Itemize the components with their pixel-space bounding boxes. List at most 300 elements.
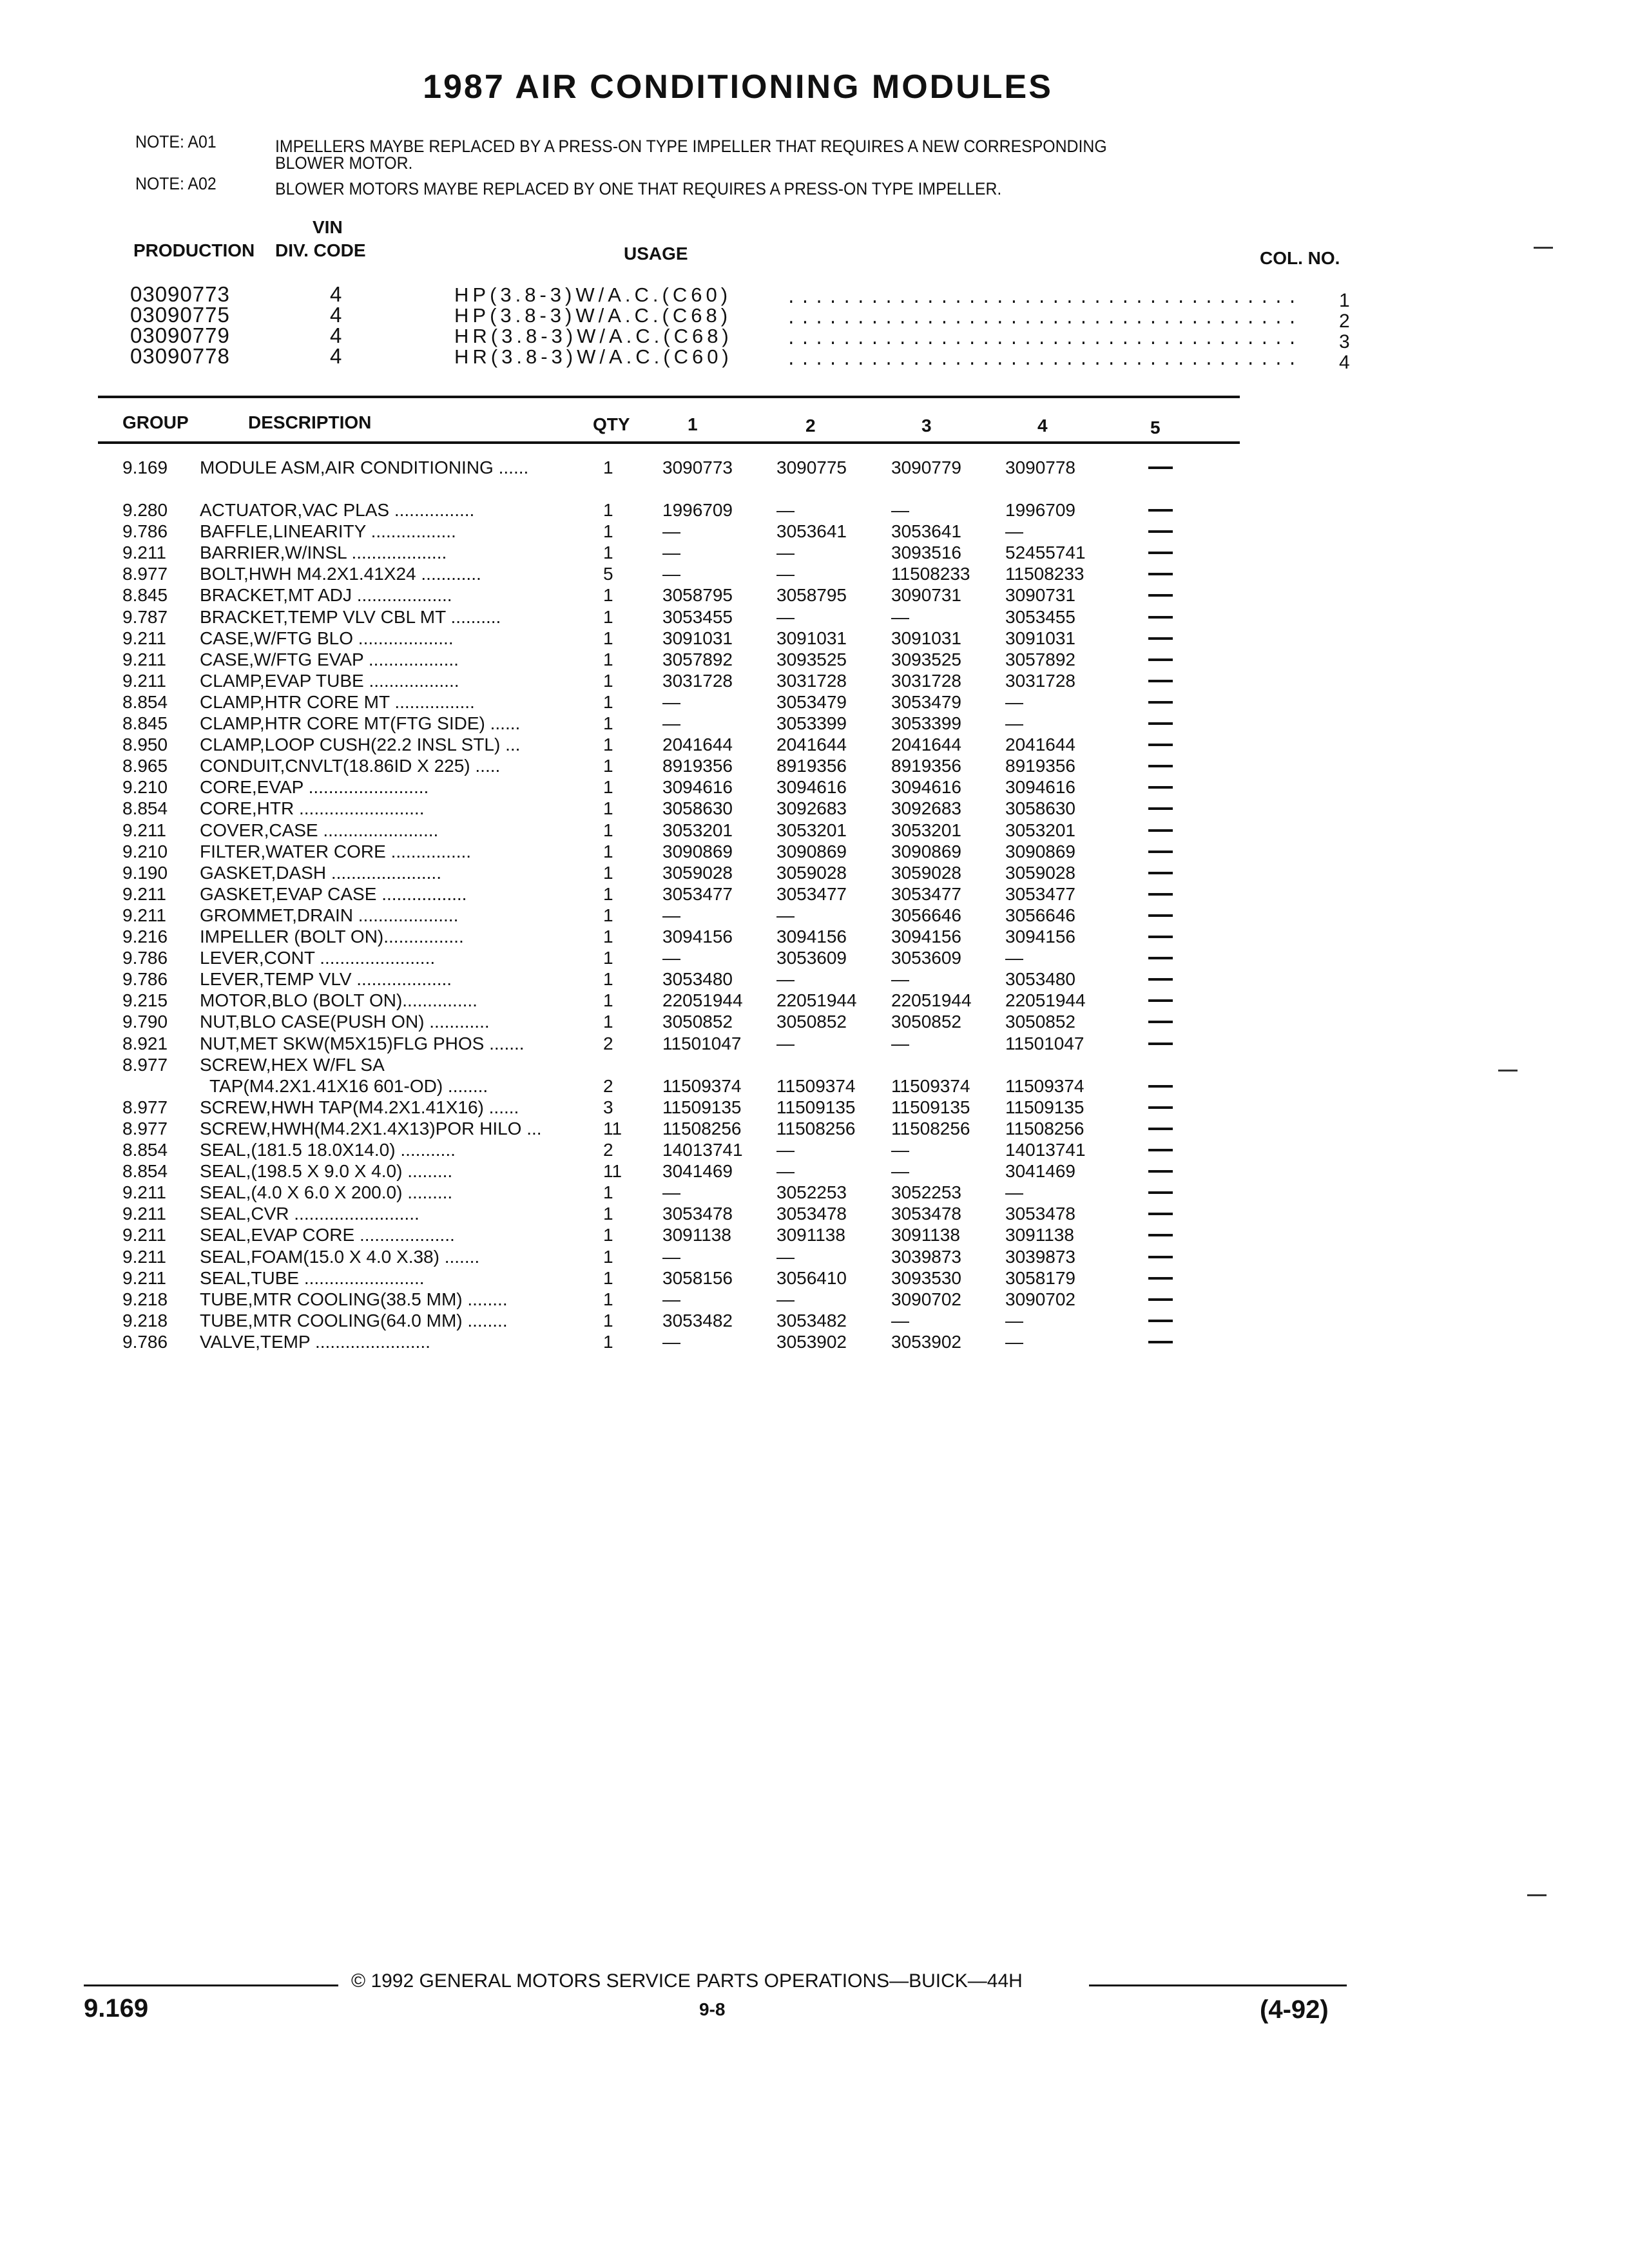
- description-cell: TUBE,MTR COOLING(38.5 MM) ........: [200, 1289, 508, 1309]
- group-cell: 9.210: [122, 777, 168, 798]
- col-3-cell: —: [891, 606, 909, 627]
- col-2-cell: 3052253: [776, 1182, 847, 1203]
- col-3-cell: 3053609: [891, 948, 962, 968]
- qty-header: QTY: [593, 414, 630, 434]
- group-cell: 8.845: [122, 585, 168, 606]
- qty-cell: 1: [603, 585, 613, 606]
- leader-dots: .....................................: [786, 309, 1302, 329]
- col-1-header: 1: [688, 414, 698, 434]
- col-4-cell: 3090778: [1005, 457, 1076, 477]
- group-cell: 9.218: [122, 1310, 168, 1331]
- group-cell: 8.854: [122, 691, 168, 712]
- description-cell: SEAL,(4.0 X 6.0 X 200.0) .........: [200, 1182, 453, 1203]
- col-3-cell: 3031728: [891, 670, 962, 691]
- footer-rule-left: [84, 1984, 338, 1986]
- group-cell: 9.211: [122, 670, 166, 691]
- table-row: [0, 1332, 1629, 1353]
- col-1-cell: —: [662, 521, 680, 542]
- description-cell: SEAL,CVR .........................: [200, 1204, 419, 1224]
- col-3-cell: 22051944: [891, 990, 972, 1011]
- group-cell: 9.211: [122, 1267, 166, 1288]
- col-3-cell: 3052253: [891, 1182, 962, 1203]
- footer-page-number: 9-8: [699, 1999, 726, 2019]
- col-2-cell: 3053399: [776, 713, 847, 733]
- qty-cell: 1: [603, 713, 613, 733]
- col-3-cell: 3053201: [891, 820, 962, 840]
- qty-cell: 1: [603, 521, 613, 542]
- col-1-cell: 3031728: [662, 670, 733, 691]
- description-cell: BARRIER,W/INSL ...................: [200, 543, 447, 563]
- col-2-cell: —: [776, 1246, 795, 1267]
- col-2-cell: —: [776, 1140, 795, 1160]
- description-cell: CLAMP,HTR CORE MT ................: [200, 691, 475, 712]
- col-2-cell: 3053641: [776, 521, 847, 542]
- col-4-cell: 11509135: [1005, 1097, 1084, 1117]
- qty-cell: 1: [603, 756, 613, 776]
- col-4-cell: —: [1005, 713, 1023, 733]
- col-2-cell: —: [776, 1161, 795, 1182]
- group-cell: 9.211: [122, 649, 166, 669]
- group-cell: 9.280: [122, 500, 168, 520]
- note-a01-text: IMPELLERS MAYBE REPLACED BY A PRESS-ON TYPE IMPELLER THAT REQUIRES A NEW CORRESPONDING: [275, 137, 1107, 156]
- table-row: [0, 521, 1629, 543]
- description-cell: CLAMP,HTR CORE MT(FTG SIDE) ......: [200, 713, 521, 733]
- production-usage: HR(3.8-3)W/A.C.(C60): [454, 345, 733, 368]
- description-cell: BRACKET,MT ADJ ...................: [200, 585, 452, 606]
- group-cell: 8.950: [122, 735, 168, 755]
- col-4-cell: 3039873: [1005, 1246, 1076, 1267]
- col-3-cell: 3093530: [891, 1267, 962, 1288]
- production-div: 4: [330, 323, 343, 347]
- group-cell: 9.210: [122, 841, 168, 861]
- table-row: [0, 1033, 1629, 1055]
- col-2-cell: 8919356: [776, 756, 847, 776]
- col-3-cell: 3039873: [891, 1246, 962, 1267]
- qty-cell: 1: [603, 883, 613, 904]
- col-4-cell: 14013741: [1005, 1140, 1086, 1160]
- col-2-cell: —: [776, 500, 795, 520]
- col-2-cell: 3053609: [776, 948, 847, 968]
- qty-cell: 3: [603, 1097, 613, 1117]
- col-1-cell: —: [662, 691, 680, 712]
- description-cell: LEVER,TEMP VLV ...................: [200, 969, 452, 990]
- col-3-cell: —: [891, 1310, 909, 1331]
- group-cell: 9.215: [122, 990, 168, 1011]
- description-cell: NUT,MET SKW(M5X15)FLG PHOS .......: [200, 1033, 525, 1053]
- group-cell: 9.211: [122, 820, 166, 840]
- description-cell: SEAL,(181.5 18.0X14.0) ...........: [200, 1140, 456, 1160]
- col-2-cell: 3091138: [776, 1225, 845, 1245]
- production-usage: HP(3.8-3)W/A.C.(C60): [454, 284, 732, 306]
- description-cell: SEAL,EVAP CORE ...................: [200, 1225, 455, 1245]
- col-3-cell: 3090779: [891, 457, 962, 477]
- col-1-cell: —: [662, 948, 680, 968]
- table-row: [0, 841, 1629, 863]
- description-cell: CORE,EVAP ........................: [200, 777, 429, 798]
- group-cell: 9.786: [122, 1331, 168, 1352]
- production-usage: HP(3.8-3)W/A.C.(C68): [454, 304, 732, 327]
- description-cell: MOTOR,BLO (BOLT ON)...............: [200, 990, 477, 1011]
- table-row: [0, 628, 1629, 649]
- col-3-cell: 3056646: [891, 905, 962, 925]
- col-2-cell: —: [776, 1289, 795, 1309]
- production-col: 4: [1339, 352, 1350, 373]
- col-3-cell: 2041644: [891, 735, 962, 755]
- description-cell: TAP(M4.2X1.41X16 601-OD) ........: [200, 1075, 488, 1096]
- qty-cell: 1: [603, 1310, 613, 1331]
- qty-cell: 2: [603, 1033, 613, 1053]
- col-3-cell: 11509135: [891, 1097, 970, 1117]
- col-1-cell: 3094156: [662, 927, 733, 947]
- col-4-cell: 3057892: [1005, 649, 1076, 669]
- group-cell: 9.190: [122, 862, 168, 883]
- table-row: [0, 1225, 1629, 1246]
- col-4-cell: 3094156: [1005, 927, 1076, 947]
- group-cell: 8.977: [122, 564, 168, 584]
- production-col: 1: [1339, 290, 1350, 311]
- qty-cell: 1: [603, 670, 613, 691]
- col-2-cell: 3053902: [776, 1331, 847, 1352]
- group-cell: 8.977: [122, 1097, 168, 1117]
- qty-cell: 1: [603, 691, 613, 712]
- col-4-cell: —: [1005, 1331, 1023, 1352]
- description-cell: COVER,CASE .......................: [200, 820, 439, 840]
- description-header: DESCRIPTION: [248, 412, 372, 432]
- col-3-cell: 11508233: [891, 564, 970, 584]
- qty-cell: 1: [603, 990, 613, 1011]
- qty-cell: 2: [603, 1075, 613, 1096]
- col-3-cell: 3050852: [891, 1012, 962, 1032]
- usage-header: USAGE: [624, 244, 688, 264]
- div-code-header: DIV. CODE: [275, 240, 366, 260]
- description-cell: SCREW,HWH TAP(M4.2X1.41X16) ......: [200, 1097, 519, 1117]
- col-4-cell: 3053455: [1005, 606, 1076, 627]
- col-3-cell: —: [891, 500, 909, 520]
- table-row: [0, 990, 1629, 1012]
- col-4-cell: 2041644: [1005, 735, 1076, 755]
- production-number: 03090779: [130, 323, 230, 347]
- col-3-cell: —: [891, 1033, 909, 1053]
- col-4-cell: —: [1005, 521, 1023, 542]
- table-row: [0, 756, 1629, 777]
- col-4-cell: 11501047: [1005, 1033, 1084, 1053]
- col-1-cell: 3053477: [662, 883, 733, 904]
- description-cell: SEAL,(198.5 X 9.0 X 4.0) .........: [200, 1161, 453, 1182]
- table-row: [0, 671, 1629, 692]
- group-cell: 8.921: [122, 1033, 168, 1053]
- col-3-cell: 3091031: [891, 628, 962, 648]
- qty-cell: 1: [603, 1331, 613, 1352]
- col-1-cell: 3053478: [662, 1204, 733, 1224]
- qty-cell: 1: [603, 1182, 613, 1203]
- description-cell: BRACKET,TEMP VLV CBL MT ..........: [200, 606, 501, 627]
- description-cell: CORE,HTR .........................: [200, 798, 425, 819]
- col-4-cell: 3053480: [1005, 969, 1076, 990]
- col-3-cell: 3053902: [891, 1331, 962, 1352]
- qty-cell: 1: [603, 543, 613, 563]
- table-row: [0, 1311, 1629, 1332]
- table-row: [0, 948, 1629, 969]
- table-row: [0, 1204, 1629, 1225]
- col-4-cell: 1996709: [1005, 500, 1076, 520]
- col-4-cell: 3053477: [1005, 883, 1076, 904]
- group-header: GROUP: [122, 412, 189, 432]
- col-1-cell: —: [662, 1182, 680, 1203]
- qty-cell: 1: [603, 1246, 613, 1267]
- col-3-cell: 11508256: [891, 1118, 970, 1139]
- qty-cell: 5: [603, 564, 613, 584]
- col-4-cell: 3094616: [1005, 777, 1076, 798]
- qty-cell: 1: [603, 628, 613, 648]
- group-cell: 9.211: [122, 1204, 166, 1224]
- qty-cell: 1: [603, 905, 613, 925]
- col-3-cell: 3092683: [891, 798, 962, 819]
- table-row: [0, 969, 1629, 990]
- col-1-cell: 3091138: [662, 1225, 731, 1245]
- description-cell: BAFFLE,LINEARITY .................: [200, 521, 456, 542]
- col-1-cell: —: [662, 905, 680, 925]
- col-2-cell: 3090775: [776, 457, 847, 477]
- col-1-cell: 3058156: [662, 1267, 733, 1288]
- table-row: [0, 1140, 1629, 1161]
- description-cell: CASE,W/FTG BLO ...................: [200, 628, 454, 648]
- col-3-cell: 3053479: [891, 691, 962, 712]
- production-col: 2: [1339, 311, 1350, 332]
- group-cell: 9.218: [122, 1289, 168, 1309]
- col-2-cell: 11509135: [776, 1097, 856, 1117]
- table-row: [0, 863, 1629, 884]
- table-row: [0, 798, 1629, 820]
- group-cell: 9.211: [122, 883, 166, 904]
- col-4-cell: 22051944: [1005, 990, 1086, 1011]
- col-1-cell: 3059028: [662, 862, 733, 883]
- col-1-cell: 3053482: [662, 1310, 733, 1331]
- col-2-cell: 3031728: [776, 670, 847, 691]
- description-cell: CLAMP,EVAP TUBE ..................: [200, 670, 459, 691]
- col-1-cell: 3094616: [662, 777, 733, 798]
- production-number: 03090775: [130, 303, 230, 327]
- footer-rule-right: [1089, 1984, 1347, 1986]
- col-4-cell: —: [1005, 1182, 1023, 1203]
- table-row: [0, 543, 1629, 564]
- col-2-cell: 11508256: [776, 1118, 856, 1139]
- col-1-cell: 3041469: [662, 1161, 733, 1182]
- col-2-cell: 22051944: [776, 990, 857, 1011]
- description-cell: SEAL,TUBE ........................: [200, 1267, 425, 1288]
- table-row: [0, 1268, 1629, 1289]
- col-1-cell: 11509135: [662, 1097, 742, 1117]
- col-4-cell: 3031728: [1005, 670, 1076, 691]
- table-row: [0, 1247, 1629, 1268]
- col-3-cell: 3093516: [891, 543, 962, 563]
- col-1-cell: 3057892: [662, 649, 733, 669]
- table-row: [0, 735, 1629, 756]
- col-3-cell: 3091138: [891, 1225, 960, 1245]
- table-row: [0, 905, 1629, 927]
- description-cell: NUT,BLO CASE(PUSH ON) ............: [200, 1012, 490, 1032]
- col-1-cell: 3053201: [662, 820, 733, 840]
- table-row: [0, 713, 1629, 735]
- col-1-cell: 8919356: [662, 756, 733, 776]
- col-1-cell: 2041644: [662, 735, 733, 755]
- table-row: [0, 1055, 1629, 1076]
- col-4-cell: 11508233: [1005, 564, 1084, 584]
- col-4-header: 4: [1037, 416, 1048, 436]
- col-1-cell: 11508256: [662, 1118, 742, 1139]
- qty-cell: 1: [603, 1267, 613, 1288]
- group-cell: 9.786: [122, 948, 168, 968]
- qty-cell: 1: [603, 969, 613, 990]
- col-1-cell: 1996709: [662, 500, 733, 520]
- col-2-cell: —: [776, 543, 795, 563]
- production-div: 4: [330, 344, 343, 368]
- group-cell: 9.787: [122, 606, 168, 627]
- qty-cell: 1: [603, 948, 613, 968]
- col-2-header: 2: [805, 416, 816, 436]
- production-header-label: PRODUCTION: [133, 240, 255, 260]
- qty-cell: 11: [603, 1161, 622, 1182]
- qty-cell: 1: [603, 927, 613, 947]
- col-4-cell: 3053201: [1005, 820, 1076, 840]
- col-2-cell: 3053479: [776, 691, 847, 712]
- description-cell: SEAL,FOAM(15.0 X 4.0 X.38) .......: [200, 1246, 480, 1267]
- group-cell: 8.845: [122, 713, 168, 733]
- qty-cell: 1: [603, 735, 613, 755]
- col-1-cell: —: [662, 1246, 680, 1267]
- leader-dots: .....................................: [786, 289, 1302, 308]
- col-1-cell: 3050852: [662, 1012, 733, 1032]
- col-4-cell: 3056646: [1005, 905, 1076, 925]
- col-3-cell: 3094616: [891, 777, 962, 798]
- description-cell: LEVER,CONT .......................: [200, 948, 436, 968]
- col-1-cell: —: [662, 1289, 680, 1309]
- group-cell: 8.977: [122, 1118, 168, 1139]
- col-2-cell: —: [776, 1033, 795, 1053]
- col-4-cell: 3050852: [1005, 1012, 1076, 1032]
- note-a01-label: NOTE: A01: [135, 132, 217, 151]
- col-4-cell: 3058630: [1005, 798, 1076, 819]
- table-row: [0, 564, 1629, 585]
- note-a01-text-cont: BLOWER MOTOR.: [275, 153, 413, 173]
- col-4-cell: 3090731: [1005, 585, 1076, 606]
- col-2-cell: —: [776, 564, 795, 584]
- col-4-cell: 3091138: [1005, 1225, 1074, 1245]
- col-4-cell: 8919356: [1005, 756, 1076, 776]
- col-1-cell: 11509374: [662, 1075, 742, 1096]
- qty-cell: 1: [603, 606, 613, 627]
- col-3-cell: 3090869: [891, 841, 962, 861]
- production-number: 03090778: [130, 344, 230, 368]
- col-2-cell: 3053201: [776, 820, 847, 840]
- margin-mark: [1534, 247, 1553, 249]
- description-cell: ACTUATOR,VAC PLAS ................: [200, 500, 475, 520]
- table-row: [0, 777, 1629, 798]
- description-cell: IMPELLER (BOLT ON)................: [200, 927, 464, 947]
- note-a02-text: BLOWER MOTORS MAYBE REPLACED BY ONE THAT REQUIRES A PRESS-ON TYPE IMPELLER.: [275, 179, 1002, 198]
- qty-cell: 1: [603, 1225, 613, 1245]
- table-row: [0, 1289, 1629, 1311]
- col-1-cell: —: [662, 1331, 680, 1352]
- group-cell: 9.216: [122, 927, 168, 947]
- col-4-cell: 3058179: [1005, 1267, 1076, 1288]
- col-3-cell: 3053641: [891, 521, 962, 542]
- margin-mark: [1527, 1894, 1547, 1896]
- col-4-cell: 11508256: [1005, 1118, 1084, 1139]
- col-2-cell: 2041644: [776, 735, 847, 755]
- col-3-cell: —: [891, 1161, 909, 1182]
- col-4-cell: 52455741: [1005, 543, 1086, 563]
- qty-cell: 1: [603, 841, 613, 861]
- leader-dots: .....................................: [786, 351, 1302, 370]
- col-1-cell: —: [662, 543, 680, 563]
- qty-cell: 1: [603, 1204, 613, 1224]
- col-2-cell: —: [776, 969, 795, 990]
- col-4-cell: 3053478: [1005, 1204, 1076, 1224]
- vin-header: VIN: [313, 217, 343, 237]
- group-cell: 9.211: [122, 543, 166, 563]
- group-cell: 8.977: [122, 1054, 168, 1075]
- note-a02-label: NOTE: A02: [135, 174, 217, 193]
- qty-cell: 1: [603, 457, 613, 477]
- col-no-header: COL. NO.: [1260, 248, 1340, 268]
- description-cell: TUBE,MTR COOLING(64.0 MM) ........: [200, 1310, 508, 1331]
- qty-cell: 11: [603, 1118, 622, 1139]
- production-div: 4: [330, 303, 343, 327]
- description-cell: VALVE,TEMP .......................: [200, 1331, 430, 1352]
- qty-cell: 1: [603, 1012, 613, 1032]
- col-2-cell: 3053482: [776, 1310, 847, 1331]
- footer-copyright: © 1992 GENERAL MOTORS SERVICE PARTS OPERATIONS—BUICK—44H: [351, 1970, 1023, 1992]
- table-row: [0, 457, 1629, 479]
- col-2-cell: 3094156: [776, 927, 847, 947]
- col-4-cell: 3091031: [1005, 628, 1076, 648]
- col-2-cell: 3091031: [776, 628, 847, 648]
- col-3-cell: 3053399: [891, 713, 962, 733]
- col-2-cell: 3094616: [776, 777, 847, 798]
- group-cell: 9.211: [122, 628, 166, 648]
- group-cell: 9.169: [122, 457, 168, 477]
- group-cell: 9.211: [122, 1225, 166, 1245]
- table-row: [0, 500, 1629, 521]
- footer-group-number: 9.169: [84, 1994, 149, 2023]
- col-4-cell: —: [1005, 948, 1023, 968]
- table-row: [0, 607, 1629, 628]
- group-cell: 8.854: [122, 798, 168, 819]
- col-3-cell: 3053478: [891, 1204, 962, 1224]
- qty-cell: 1: [603, 820, 613, 840]
- description-cell: GASKET,EVAP CASE .................: [200, 883, 467, 904]
- col-2-cell: 3053478: [776, 1204, 847, 1224]
- table-row: [0, 927, 1629, 948]
- qty-cell: 1: [603, 649, 613, 669]
- col-1-cell: 3058795: [662, 585, 733, 606]
- col-3-header: 3: [921, 416, 932, 436]
- description-cell: GASKET,DASH ......................: [200, 862, 441, 883]
- footer-date: (4-92): [1260, 1995, 1329, 2024]
- page-title: 1987 AIR CONDITIONING MODULES: [423, 68, 1053, 106]
- col-2-cell: 3092683: [776, 798, 847, 819]
- table-row: [0, 1097, 1629, 1119]
- col-2-cell: —: [776, 606, 795, 627]
- col-1-cell: —: [662, 713, 680, 733]
- qty-cell: 2: [603, 1140, 613, 1160]
- table-header-rule: [98, 441, 1240, 444]
- group-cell: 8.854: [122, 1140, 168, 1160]
- col-2-cell: 11509374: [776, 1075, 856, 1096]
- col-2-cell: 3058795: [776, 585, 847, 606]
- col-1-cell: 14013741: [662, 1140, 743, 1160]
- col-4-cell: —: [1005, 1310, 1023, 1331]
